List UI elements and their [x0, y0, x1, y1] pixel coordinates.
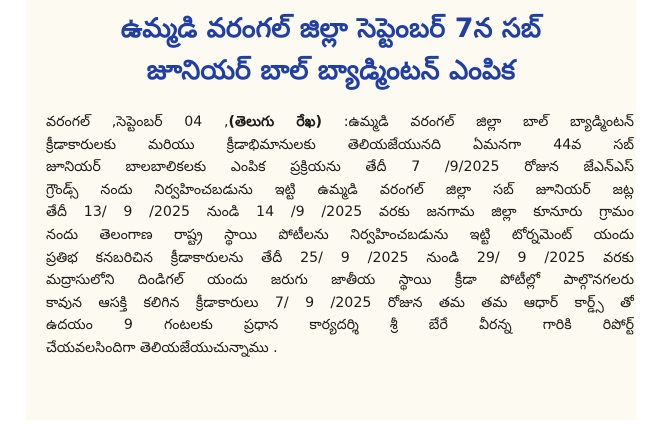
body-line-4: గ్రౌండ్స్ నందు నిర్వహించబడును ఇట్టి ఉమ్మడి వరంగల్ జిల్లా సబ్ జూనియర్ జట్ల	[46, 181, 634, 198]
dateline: వరంగల్ ,సెప్టెంబర్ 04 ,	[46, 114, 229, 130]
body-line-10: ఉదయం 9 గంటలకు ప్రధాన కార్యదర్శి శ్రీ బేరే వీరన్న గారికి రిపోర్ట్	[46, 317, 634, 334]
source-credit: (తెలుగు రేఖ)	[228, 114, 322, 130]
body-line-8: మద్రాసులోని దిండిగల్ యందు జరుగు జాతీయ స్థాయి క్రీడా పోటీల్లో పాల్గొనగలరు	[46, 272, 634, 289]
news-article	[26, 0, 636, 420]
article-headline	[26, 8, 636, 92]
body-line-3: జూనియర్ బాలబాలికలకు ఎంపిక ప్రక్రియను తేదీ 7 /9/2025 రోజున జేఎన్ఎస్	[46, 159, 634, 176]
article-body	[46, 111, 634, 360]
body-line-11: చేయవలసిందిగా తెలియజేయుచున్నాము .	[46, 339, 278, 356]
body-line-7: ప్రతిభ కనబరిచిన క్రీడాకారులను తేదీ 25/ 9 /2025 నుండి 29/ 9 /2025 వరకు	[46, 249, 634, 266]
body-line-5: తేదీ 13/ 9 /2025 నుండి 14 /9 /2025 వరకు జనగామ జిల్లా కూనూరు గ్రామం	[46, 204, 634, 221]
headline-line-1: ఉమ్మడి వరంగల్ జిల్లా సెప్టెంబర్ 7న సబ్	[120, 13, 542, 44]
body-line-1-text: :ఉమ్మడి వరంగల్ జిల్లా బాల్ బ్యాడ్మింటన్	[321, 114, 634, 130]
body-line-9: కావున ఆసక్తి కలిగిన క్రీడాకారులు 7/ 9 /2025 రోజున తమ తమ ఆధార్ కార్డ్స్ తో	[46, 294, 634, 311]
body-line-2: క్రీడాకారులకు మరియు క్రీడాభిమానులకు తెలియజేయునది ఏమనగా 44వ సబ్	[46, 136, 634, 153]
headline-line-2: జూనియర్ బాల్ బ్యాడ్మింటన్ ఎంపిక	[146, 55, 516, 86]
body-line-1	[46, 111, 634, 134]
body-line-6: నందు తెలంగాణ రాష్ట్ర స్థాయి పోటీలను నిర్వహించబడును ఇట్టి టోర్నమెంట్ యందు	[46, 226, 634, 243]
